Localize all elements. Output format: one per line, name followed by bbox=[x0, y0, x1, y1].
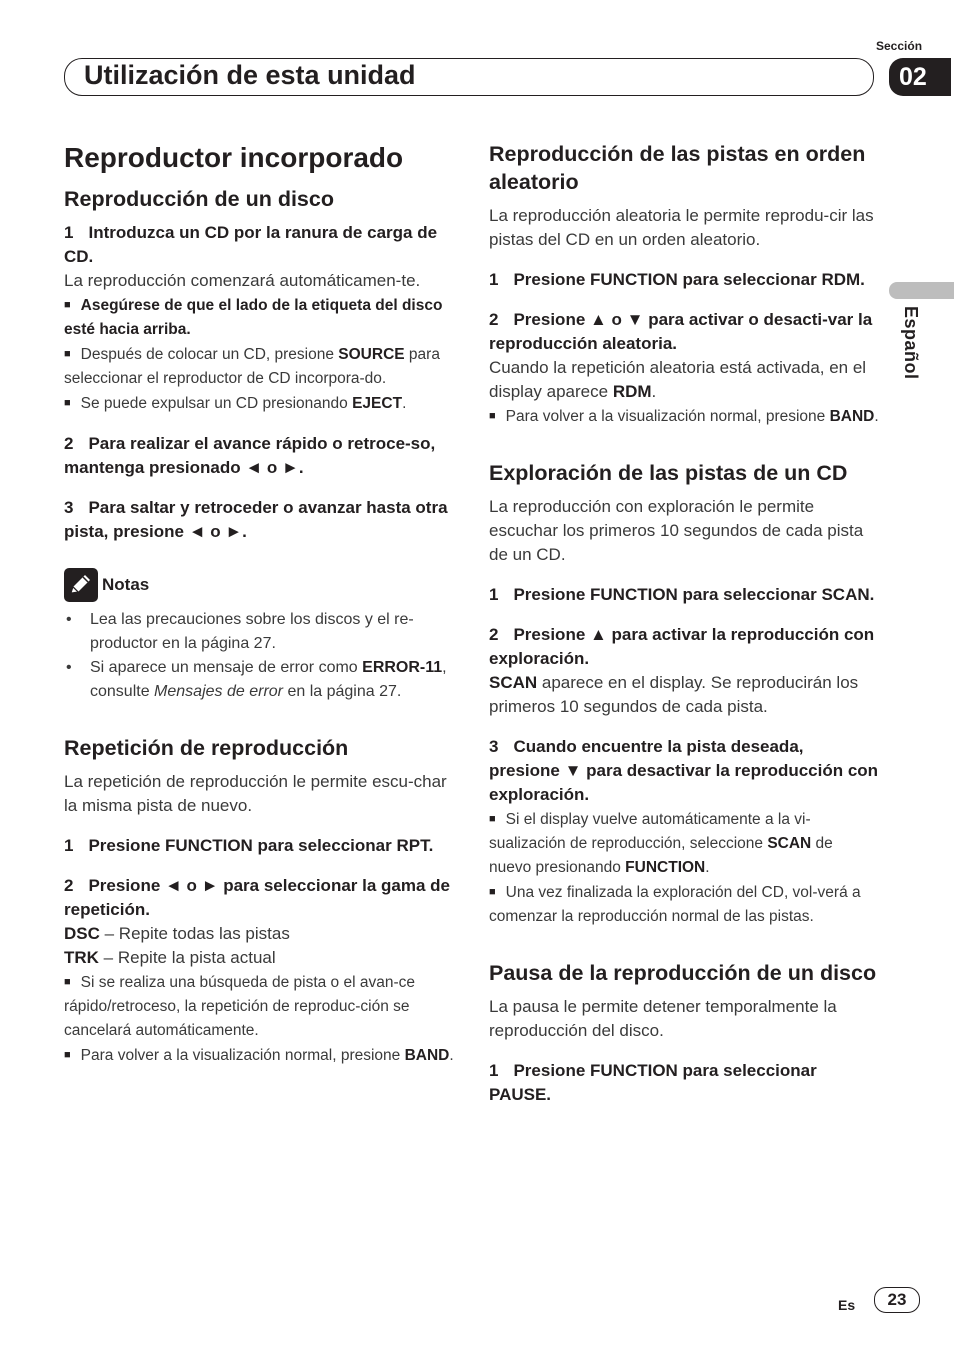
random-step-1: 1 Presione FUNCTION para seleccionar RDM. bbox=[489, 270, 865, 289]
notes-header bbox=[64, 568, 454, 602]
random-body: Cuando la repetición aleatoria está activada, en el display aparece RDM. bbox=[489, 358, 867, 401]
scan-step-1: 1 Presione FUNCTION para seleccionar SCAN. bbox=[489, 585, 875, 604]
disc-note-3: ■ Se puede expulsar un CD presionando EJECT. bbox=[64, 395, 407, 412]
heading-repeat-playback: Repetición de reproducción bbox=[64, 736, 349, 760]
random-intro: La reproducción aleatoria le permite reprodu-cir las pistas del CD en un orden aleatorio. bbox=[489, 206, 874, 249]
heading-random-playback: Reproducción de las pistas en orden aleatorio bbox=[489, 142, 866, 194]
page-number: 23 bbox=[874, 1287, 920, 1313]
footer-language-code: Es bbox=[838, 1297, 856, 1313]
disc-step-1: 1 Introduzca un CD por la ranura de carga de CD. bbox=[64, 223, 438, 266]
language-tab-label: Español bbox=[901, 306, 921, 380]
disc-step-1-body: La reproducción comenzará automáticamen-te. bbox=[64, 271, 421, 290]
scan-body: SCAN aparece en el display. Se reproducirán los primeros 10 segundos de cada pista. bbox=[489, 673, 859, 716]
repeat-intro: La repetición de reproducción le permite escu-char la misma pista de nuevo. bbox=[64, 772, 447, 815]
right-column bbox=[489, 140, 879, 1107]
disc-note-2: ■ Después de colocar un CD, presione SOURCE para seleccionar el reproductor de CD incorpora-do. bbox=[64, 346, 440, 387]
page-header-title: Utilización de esta unidad bbox=[84, 60, 416, 90]
section-label: Sección bbox=[876, 39, 923, 53]
random-step-2: 2 Presione ▲ o ▼ para activar o desacti-var la reproducción aleatoria. bbox=[489, 310, 873, 353]
repeat-option-trk: TRK – Repite la pista actual bbox=[64, 948, 276, 967]
scan-step-2: 2 Presione ▲ para activar la reproducción con exploración. bbox=[489, 625, 875, 668]
repeat-option-dsc: DSC – Repite todas las pistas bbox=[64, 924, 290, 943]
page-title: Reproductor incorporado bbox=[64, 142, 404, 173]
scan-note-1: ■ Si el display vuelve automáticamente a la vi-sualización de reproducción, seleccione SCAN de nuevo presionando FUNCTION. bbox=[489, 811, 833, 876]
scan-step-3: 3 Cuando encuentre la pista deseada, presione ▼ para desactivar la reproducción con exploración. bbox=[489, 737, 879, 804]
disc-step-2: 2 Para realizar el avance rápido o retroce-so, mantenga presionado ◄ o ►. bbox=[64, 434, 436, 477]
pause-step-1: 1 Presione FUNCTION para seleccionar PAUSE. bbox=[489, 1061, 817, 1104]
repeat-step-2: 2 Presione ◄ o ► para seleccionar la gama de repetición. bbox=[64, 876, 450, 919]
pause-intro: La pausa le permite detener temporalmente la reproducción del disco. bbox=[489, 997, 837, 1040]
section-number-badge: 02 bbox=[889, 58, 951, 96]
scan-intro: La reproducción con exploración le permite escuchar los primeros 10 segundos de cada pista de un CD. bbox=[489, 497, 864, 564]
random-note: ■ Para volver a la visualización normal, presione BAND. bbox=[489, 408, 879, 425]
notes-item-2: • Si aparece un mensaje de error como ERROR-11, consulte Mensajes de error en la página 27. bbox=[66, 659, 447, 700]
heading-pause-playback: Pausa de la reproducción de un disco bbox=[489, 961, 877, 985]
disc-note-1: ■ Asegúrese de que el lado de la etiqueta del disco esté hacia arriba. bbox=[64, 297, 443, 338]
pencil-note-icon bbox=[64, 568, 98, 602]
notes-label: Notas bbox=[102, 575, 150, 594]
repeat-note-2: ■ Para volver a la visualización normal, presione BAND. bbox=[64, 1047, 454, 1064]
repeat-note-1: ■ Si se realiza una búsqueda de pista o el avan-ce rápido/retroceso, la repetición de reproduc-ción se cancelará automáticamente. bbox=[64, 974, 415, 1039]
heading-scan-playback: Exploración de las pistas de un CD bbox=[489, 461, 848, 485]
repeat-step-1: 1 Presione FUNCTION para seleccionar RPT. bbox=[64, 836, 434, 855]
left-column bbox=[64, 140, 454, 1068]
notes-item-1: • Lea las precauciones sobre los discos y el re-productor en la página 27. bbox=[66, 611, 414, 652]
disc-step-3: 3 Para saltar y retroceder o avanzar hasta otra pista, presione ◄ o ►. bbox=[64, 498, 448, 541]
scan-note-2: ■ Una vez finalizada la exploración del CD, vol-verá a comenzar la reproducción normal de las pistas. bbox=[489, 884, 861, 925]
heading-disc-playback: Reproducción de un disco bbox=[64, 187, 334, 211]
language-tab-marker bbox=[889, 282, 954, 299]
